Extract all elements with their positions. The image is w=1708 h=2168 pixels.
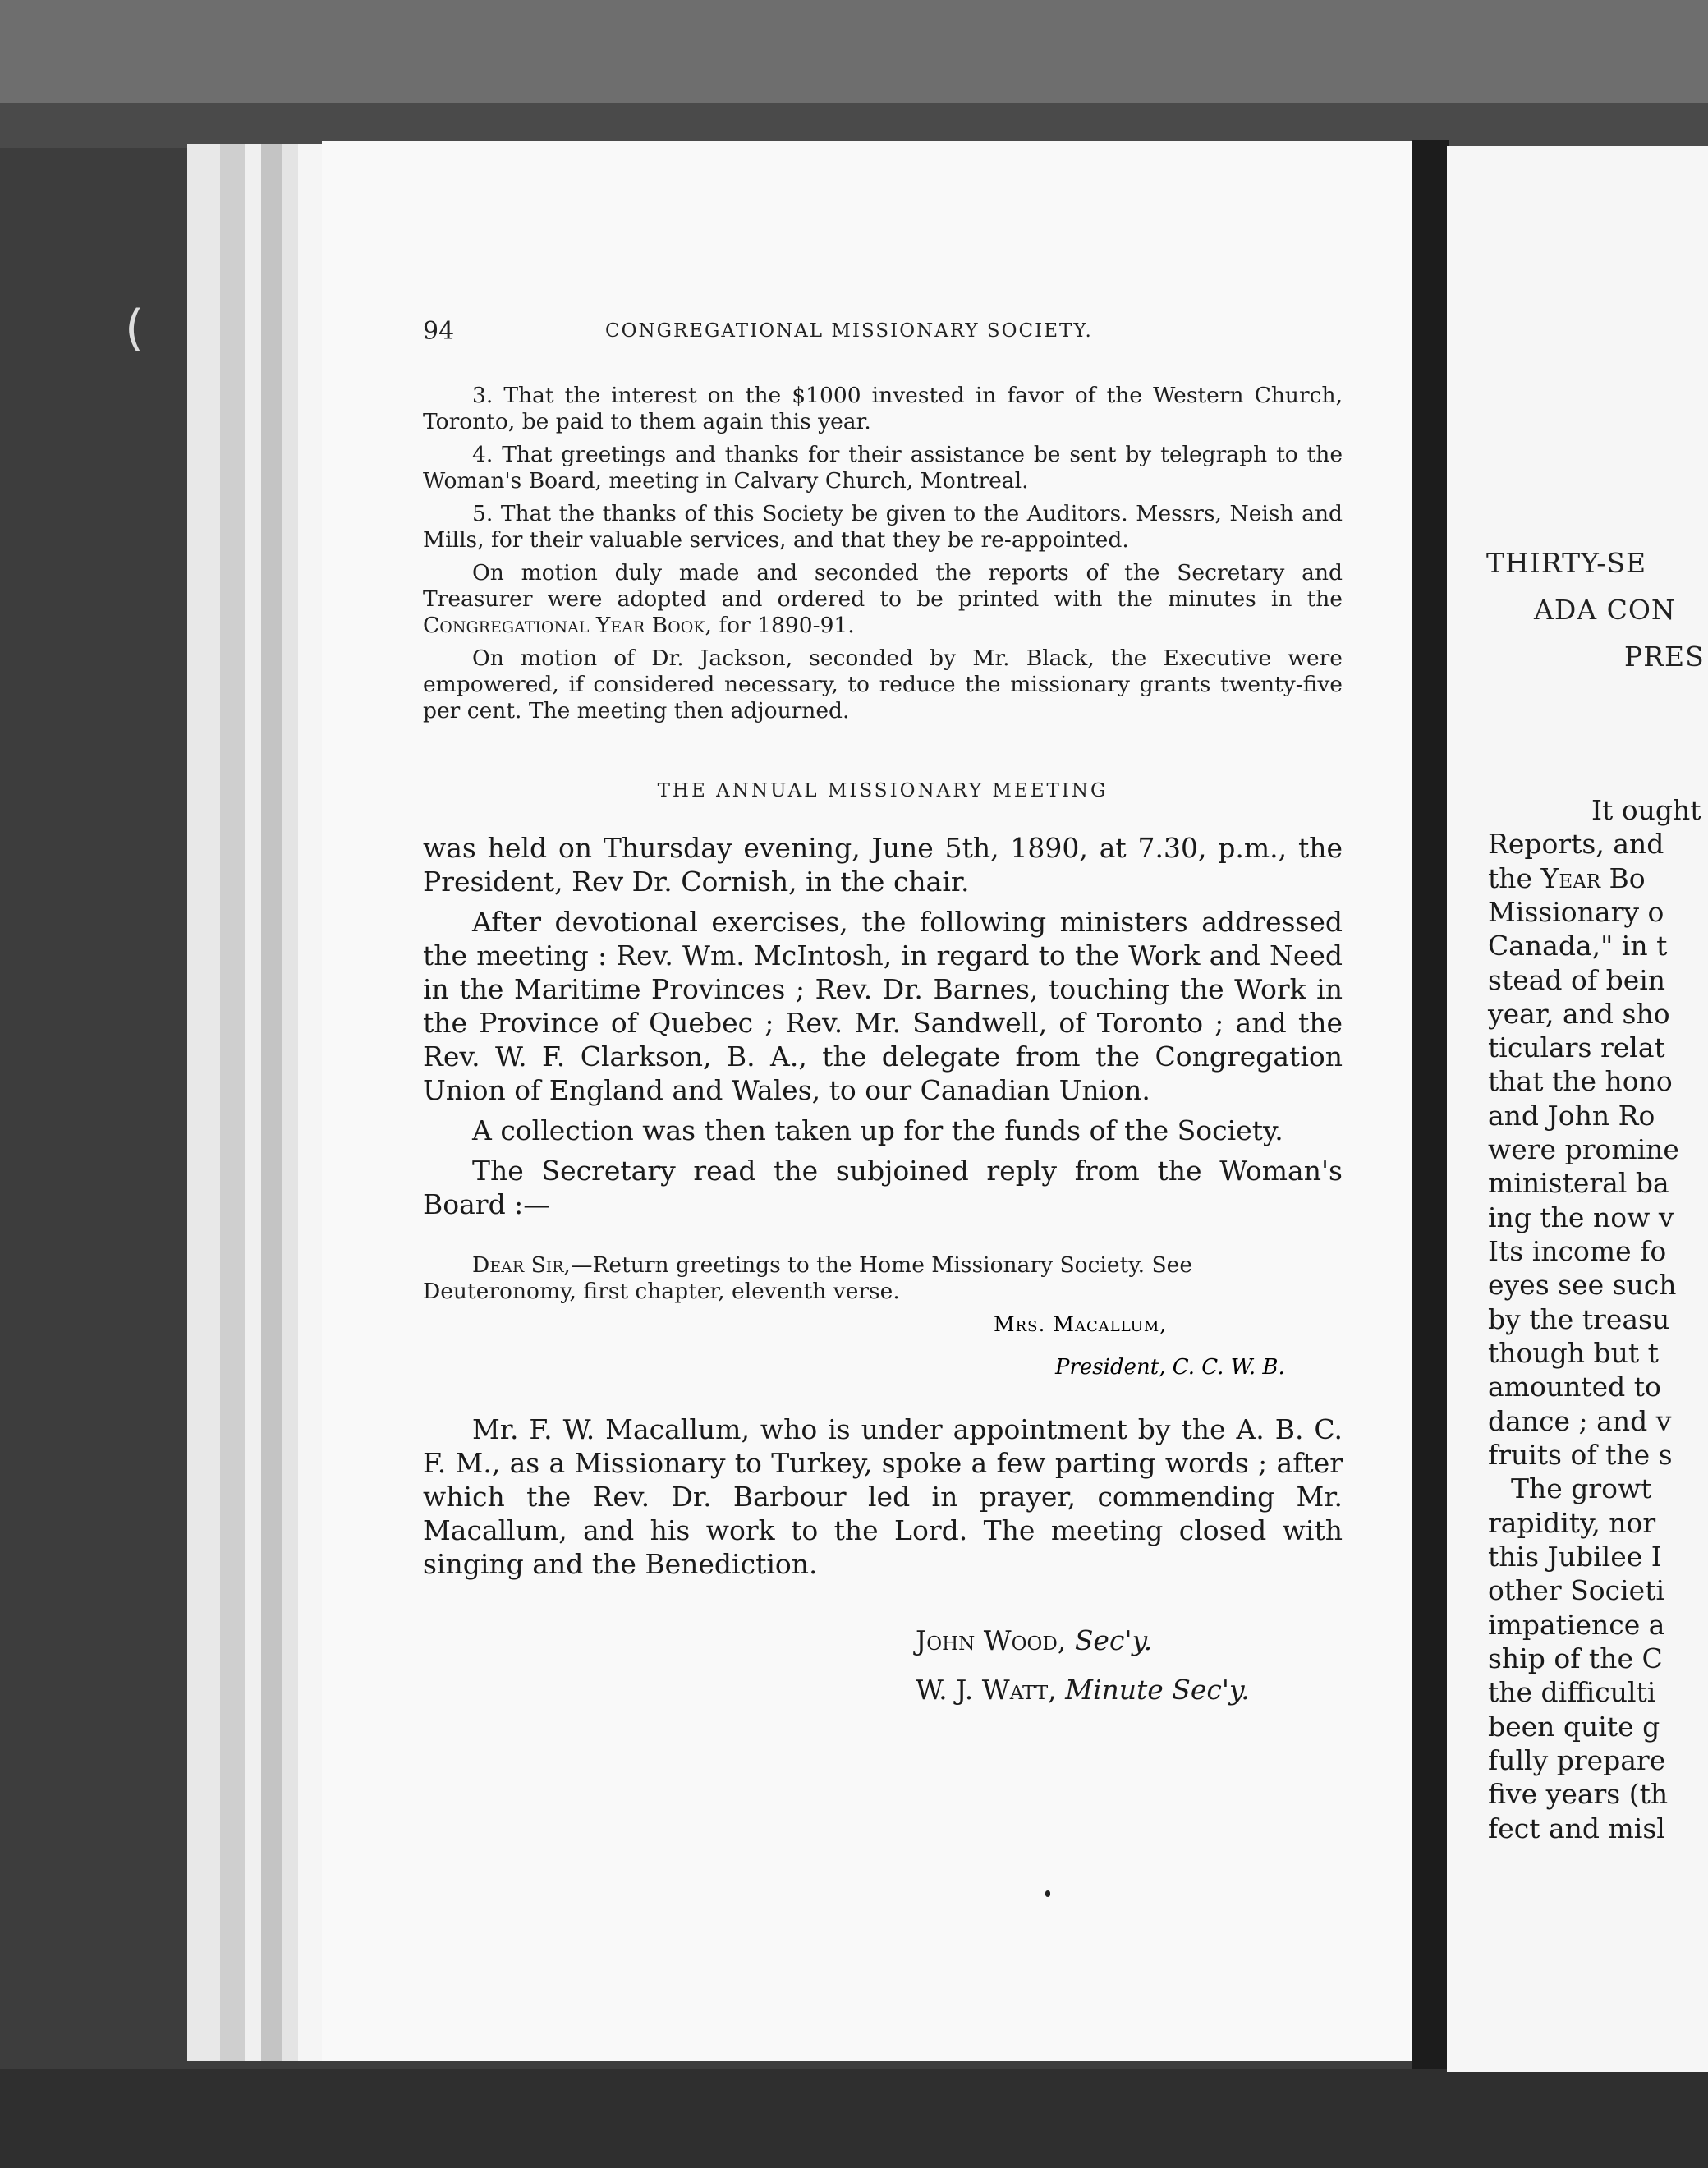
womans-board-letter <box>423 1252 1343 1305</box>
right-text-line: though but t <box>1488 1337 1659 1369</box>
signature-role: Minute Sec'y. <box>1065 1674 1250 1706</box>
right-text-line: The growt <box>1511 1472 1652 1504</box>
right-text-line: stead of bein <box>1488 964 1666 996</box>
right-text-line: been quite g <box>1488 1711 1660 1743</box>
right-text-line: Missionary o <box>1488 896 1664 928</box>
right-text-line: this Jubilee I <box>1488 1541 1662 1573</box>
right-text-line: Canada," in t <box>1488 930 1668 962</box>
right-text-line: rapidity, nor <box>1488 1507 1656 1539</box>
scanner-background-top <box>0 0 1708 107</box>
right-heading-line: PRES <box>1624 641 1705 673</box>
letter-signer-title: President, C. C. W. B. <box>1055 1355 1285 1380</box>
right-text-line: five years (th <box>1488 1778 1669 1810</box>
meeting-paragraph: The Secretary read the subjoined reply from the Woman's Board :— <box>423 1155 1343 1220</box>
book-gutter <box>1412 140 1449 2069</box>
right-text-line: fect and misl <box>1488 1812 1665 1844</box>
signature-name: John Wood, <box>916 1624 1067 1656</box>
motion-grants: On motion of Dr. Jackson, seconded by Mr. Black, the Executive were empowered, if considered necessary, to reduce the missionary grants twenty-five per cent. The meeting then adjourned. <box>423 645 1343 723</box>
right-text-line: fruits of the s <box>1488 1439 1673 1471</box>
motion-reports <box>423 560 1343 639</box>
margin-mark-icon: ( <box>125 300 145 357</box>
right-text-line: ticulars relat <box>1488 1031 1665 1063</box>
right-heading-line: ADA CON <box>1534 594 1676 626</box>
ink-dot <box>1045 1890 1050 1897</box>
right-text-line: by the treasu <box>1488 1303 1670 1335</box>
signature-role: Sec'y. <box>1074 1624 1153 1656</box>
right-text-line: that the hono <box>1488 1065 1673 1097</box>
motion-text: On motion duly made and seconded the reports of the Secretary and Treasurer were adopted and ordered to be printed with the minutes in the <box>423 560 1343 612</box>
letter-salutation: Dear Sir, <box>472 1252 571 1278</box>
motion-text-end: , for 1890-91. <box>705 613 855 638</box>
meeting-report <box>423 831 1343 1221</box>
page-edges <box>187 144 327 2061</box>
meeting-paragraph: A collection was then taken up for the funds of the Society. <box>472 1114 1283 1146</box>
right-text-line: impatience a <box>1488 1609 1665 1641</box>
right-text-line: were promine <box>1488 1133 1679 1165</box>
page-number: 94 <box>423 317 455 346</box>
page-edge-strip <box>220 144 245 2061</box>
scanner-background-bottom <box>0 2069 1708 2168</box>
right-text-line: the Year Bo <box>1488 862 1646 894</box>
year-book-title: Congregational Year Book <box>423 613 705 638</box>
page-edge-strip <box>245 144 261 2061</box>
right-text-line: ship of the C <box>1488 1642 1663 1674</box>
right-text-line: dance ; and v <box>1488 1405 1672 1437</box>
right-text-line: Its income fo <box>1488 1235 1667 1267</box>
page-header <box>423 317 1343 350</box>
right-text-line: ministeral ba <box>1488 1167 1669 1199</box>
running-head: CONGREGATIONAL MISSIONARY SOCIETY. <box>605 320 1093 342</box>
right-text-line: It ought <box>1591 794 1701 826</box>
right-text-line: ing the now v <box>1488 1201 1674 1233</box>
right-text-line: eyes see such <box>1488 1269 1677 1301</box>
right-text-line: and John Ro <box>1488 1100 1655 1132</box>
right-text-line: Reports, and <box>1488 828 1664 860</box>
signature-secretary <box>916 1624 1152 1656</box>
resolution-item: 5. That the thanks of this Society be given to the Auditors. Messrs, Neish and Mills, for their valuable services, and that they be re-appointed. <box>423 501 1343 553</box>
page-edge-strip <box>261 144 282 2061</box>
letter-body: —Return greetings to the Home Missionary Society. See Deuteronomy, first chapter, eleventh verse. <box>423 1252 1193 1304</box>
letter-text <box>423 1252 1343 1305</box>
right-text-line: other Societi <box>1488 1574 1665 1606</box>
signature-name: W. J. Watt, <box>916 1674 1057 1706</box>
closing-paragraph: Mr. F. W. Macallum, who is under appointment by the A. B. C. F. M., as a Missionary to Turkey, spoke a few parting words ; after which the Rev. Dr. Barbour led in prayer, commending Mr. Macallum, and his work to the Lord. The meeting closed with singing and the Benediction. <box>423 1413 1343 1580</box>
letter-signer: Mrs. Macallum, <box>994 1312 1168 1336</box>
signature-minute-secretary <box>916 1674 1250 1706</box>
page-edge-strip <box>187 144 220 2061</box>
page-edge-strip <box>282 144 298 2061</box>
meeting-paragraph: After devotional exercises, the following ministers addressed the meeting : Rev. Wm. McIntosh, in regard to the Work and Need in the Maritime Provinces ; Rev. Dr. Barnes, touching the Work in the Province of Quebec ; Rev. Mr. Sandwell, of Toronto ; and the Rev. W. F. Clarkson, B. A., the delegate from the Congregation Union of England and Wales, to our Canadian Union. <box>423 906 1343 1106</box>
resolution-item: 4. That greetings and thanks for their assistance be sent by telegraph to the Woman's Board, meeting in Calvary Church, Montreal. <box>423 442 1343 494</box>
meeting-paragraph: was held on Thursday evening, June 5th, 1890, at 7.30, p.m., the President, Rev Dr. Cornish, in the chair. <box>423 832 1343 898</box>
closing-report <box>423 1412 1343 1581</box>
section-heading: THE ANNUAL MISSIONARY MEETING <box>657 780 1109 802</box>
right-text-line: the difficulti <box>1488 1676 1656 1708</box>
right-text-line: amounted to <box>1488 1371 1661 1403</box>
resolution-item: 3. That the interest on the $1000 invested in favor of the Western Church, Toronto, be paid to them again this year. <box>423 383 1343 434</box>
right-text-line: fully prepare <box>1488 1744 1666 1776</box>
resolutions-block <box>423 383 1343 724</box>
right-heading-line: THIRTY-SE <box>1486 547 1647 579</box>
right-text-line: year, and sho <box>1488 998 1670 1030</box>
